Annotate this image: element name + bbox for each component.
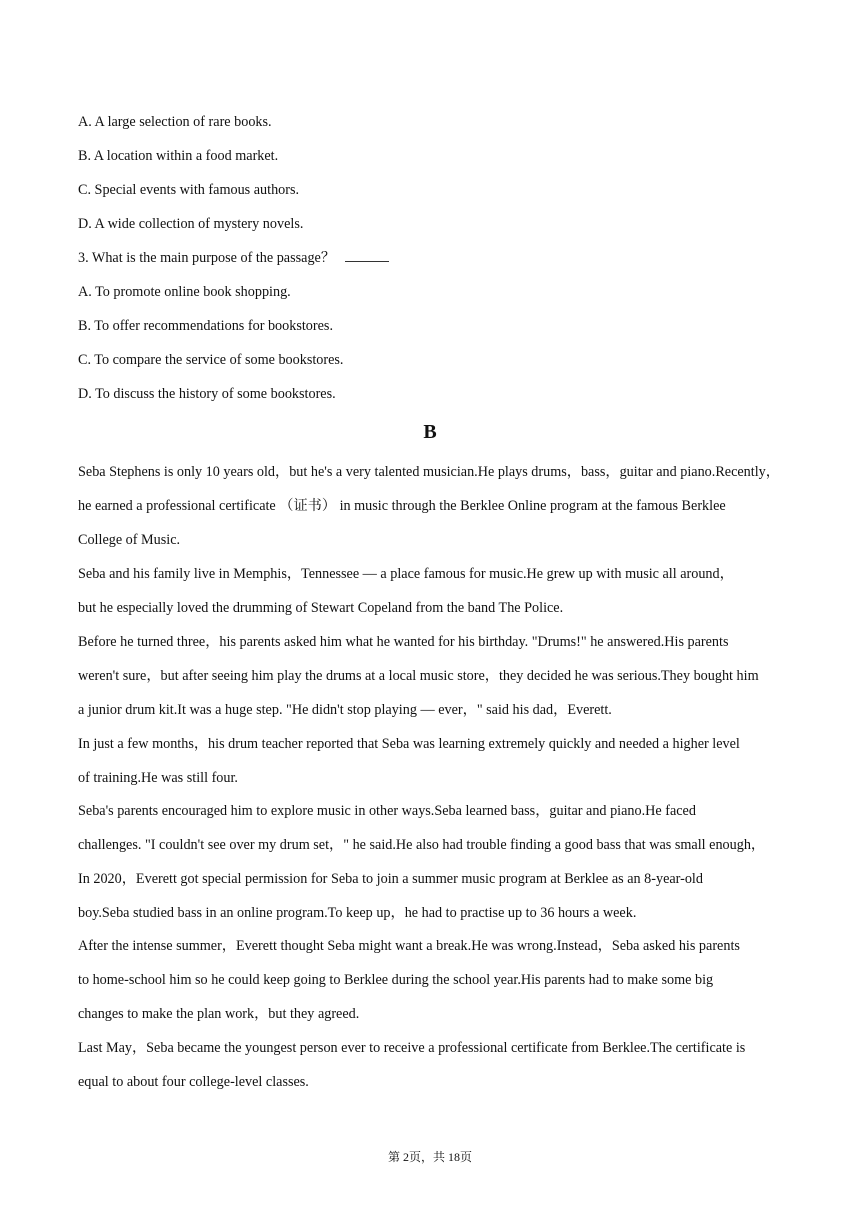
passage-line: equal to about four college-level classes.	[78, 1074, 309, 1090]
passage-line: changes to make the plan work，but they agreed.	[78, 1006, 360, 1022]
option-3d: D. To discuss the history of some bookstores.	[78, 386, 336, 402]
option-2a: A. A large selection of rare books.	[78, 114, 272, 130]
passage-line: Before he turned three，his parents asked him what he wanted for his birthday. "Drums!" he answered.His parents	[78, 634, 729, 650]
passage-line: of training.He was still four.	[78, 770, 238, 786]
answer-blank	[345, 249, 389, 262]
option-2c: C. Special events with famous authors.	[78, 182, 300, 198]
option-3a: A. To promote online book shopping.	[78, 284, 291, 300]
question-3	[78, 248, 389, 268]
passage-line: After the intense summer，Everett thought Seba might want a break.He was wrong.Instead，Seba asked his parents	[78, 938, 740, 954]
passage-line: Seba's parents encouraged him to explore music in other ways.Seba learned bass，guitar and piano.He faced	[78, 803, 696, 819]
passage-line: but he especially loved the drumming of Stewart Copeland from the band The Police.	[78, 600, 564, 616]
passage-line: challenges. "I couldn't see over my drum set，" he said.He also had trouble finding a good bass that was small enough，	[78, 837, 766, 853]
passage-line: College of Music.	[78, 532, 181, 548]
passage-line: Last May，Seba became the youngest person ever to receive a professional certificate from Berklee.The certificate is	[78, 1040, 746, 1056]
passage-line: a junior drum kit.It was a huge step. "He didn't stop playing — ever，" said his dad，Everett.	[78, 702, 612, 718]
passage-line: he earned a professional certificate （证书） in music through the Berklee Online program at the famous Berklee	[78, 498, 726, 514]
passage-line: boy.Seba studied bass in an online program.To keep up，he had to practise up to 36 hours a week.	[78, 905, 637, 921]
passage-line: In just a few months，his drum teacher reported that Seba was learning extremely quickly and needed a higher level	[78, 736, 740, 752]
option-2d: D. A wide collection of mystery novels.	[78, 216, 304, 232]
passage-line: weren't sure，but after seeing him play the drums at a local music store，they decided he was serious.They bought him	[78, 668, 759, 684]
passage-line: In 2020，Everett got special permission for Seba to join a summer music program at Berklee as an 8-year-old	[78, 871, 703, 887]
page-number-footer: 第 2页，共 18页	[387, 1150, 472, 1164]
option-3c: C. To compare the service of some bookstores.	[78, 352, 344, 368]
passage-line: Seba and his family live in Memphis，Tennessee — a place famous for music.He grew up with music all around，	[78, 566, 734, 582]
section-heading: B	[423, 421, 437, 443]
passage-line: to home-school him so he could keep going to Berklee during the school year.His parents had to make some big	[78, 972, 714, 988]
question-3-text: 3. What is the main purpose of the passage？	[78, 250, 336, 266]
option-2b: B. A location within a food market.	[78, 148, 279, 164]
option-3b: B. To offer recommendations for bookstores.	[78, 318, 333, 334]
passage-line: Seba Stephens is only 10 years old，but he's a very talented musician.He plays drums，bass，guitar and piano.Recently，	[78, 464, 780, 480]
